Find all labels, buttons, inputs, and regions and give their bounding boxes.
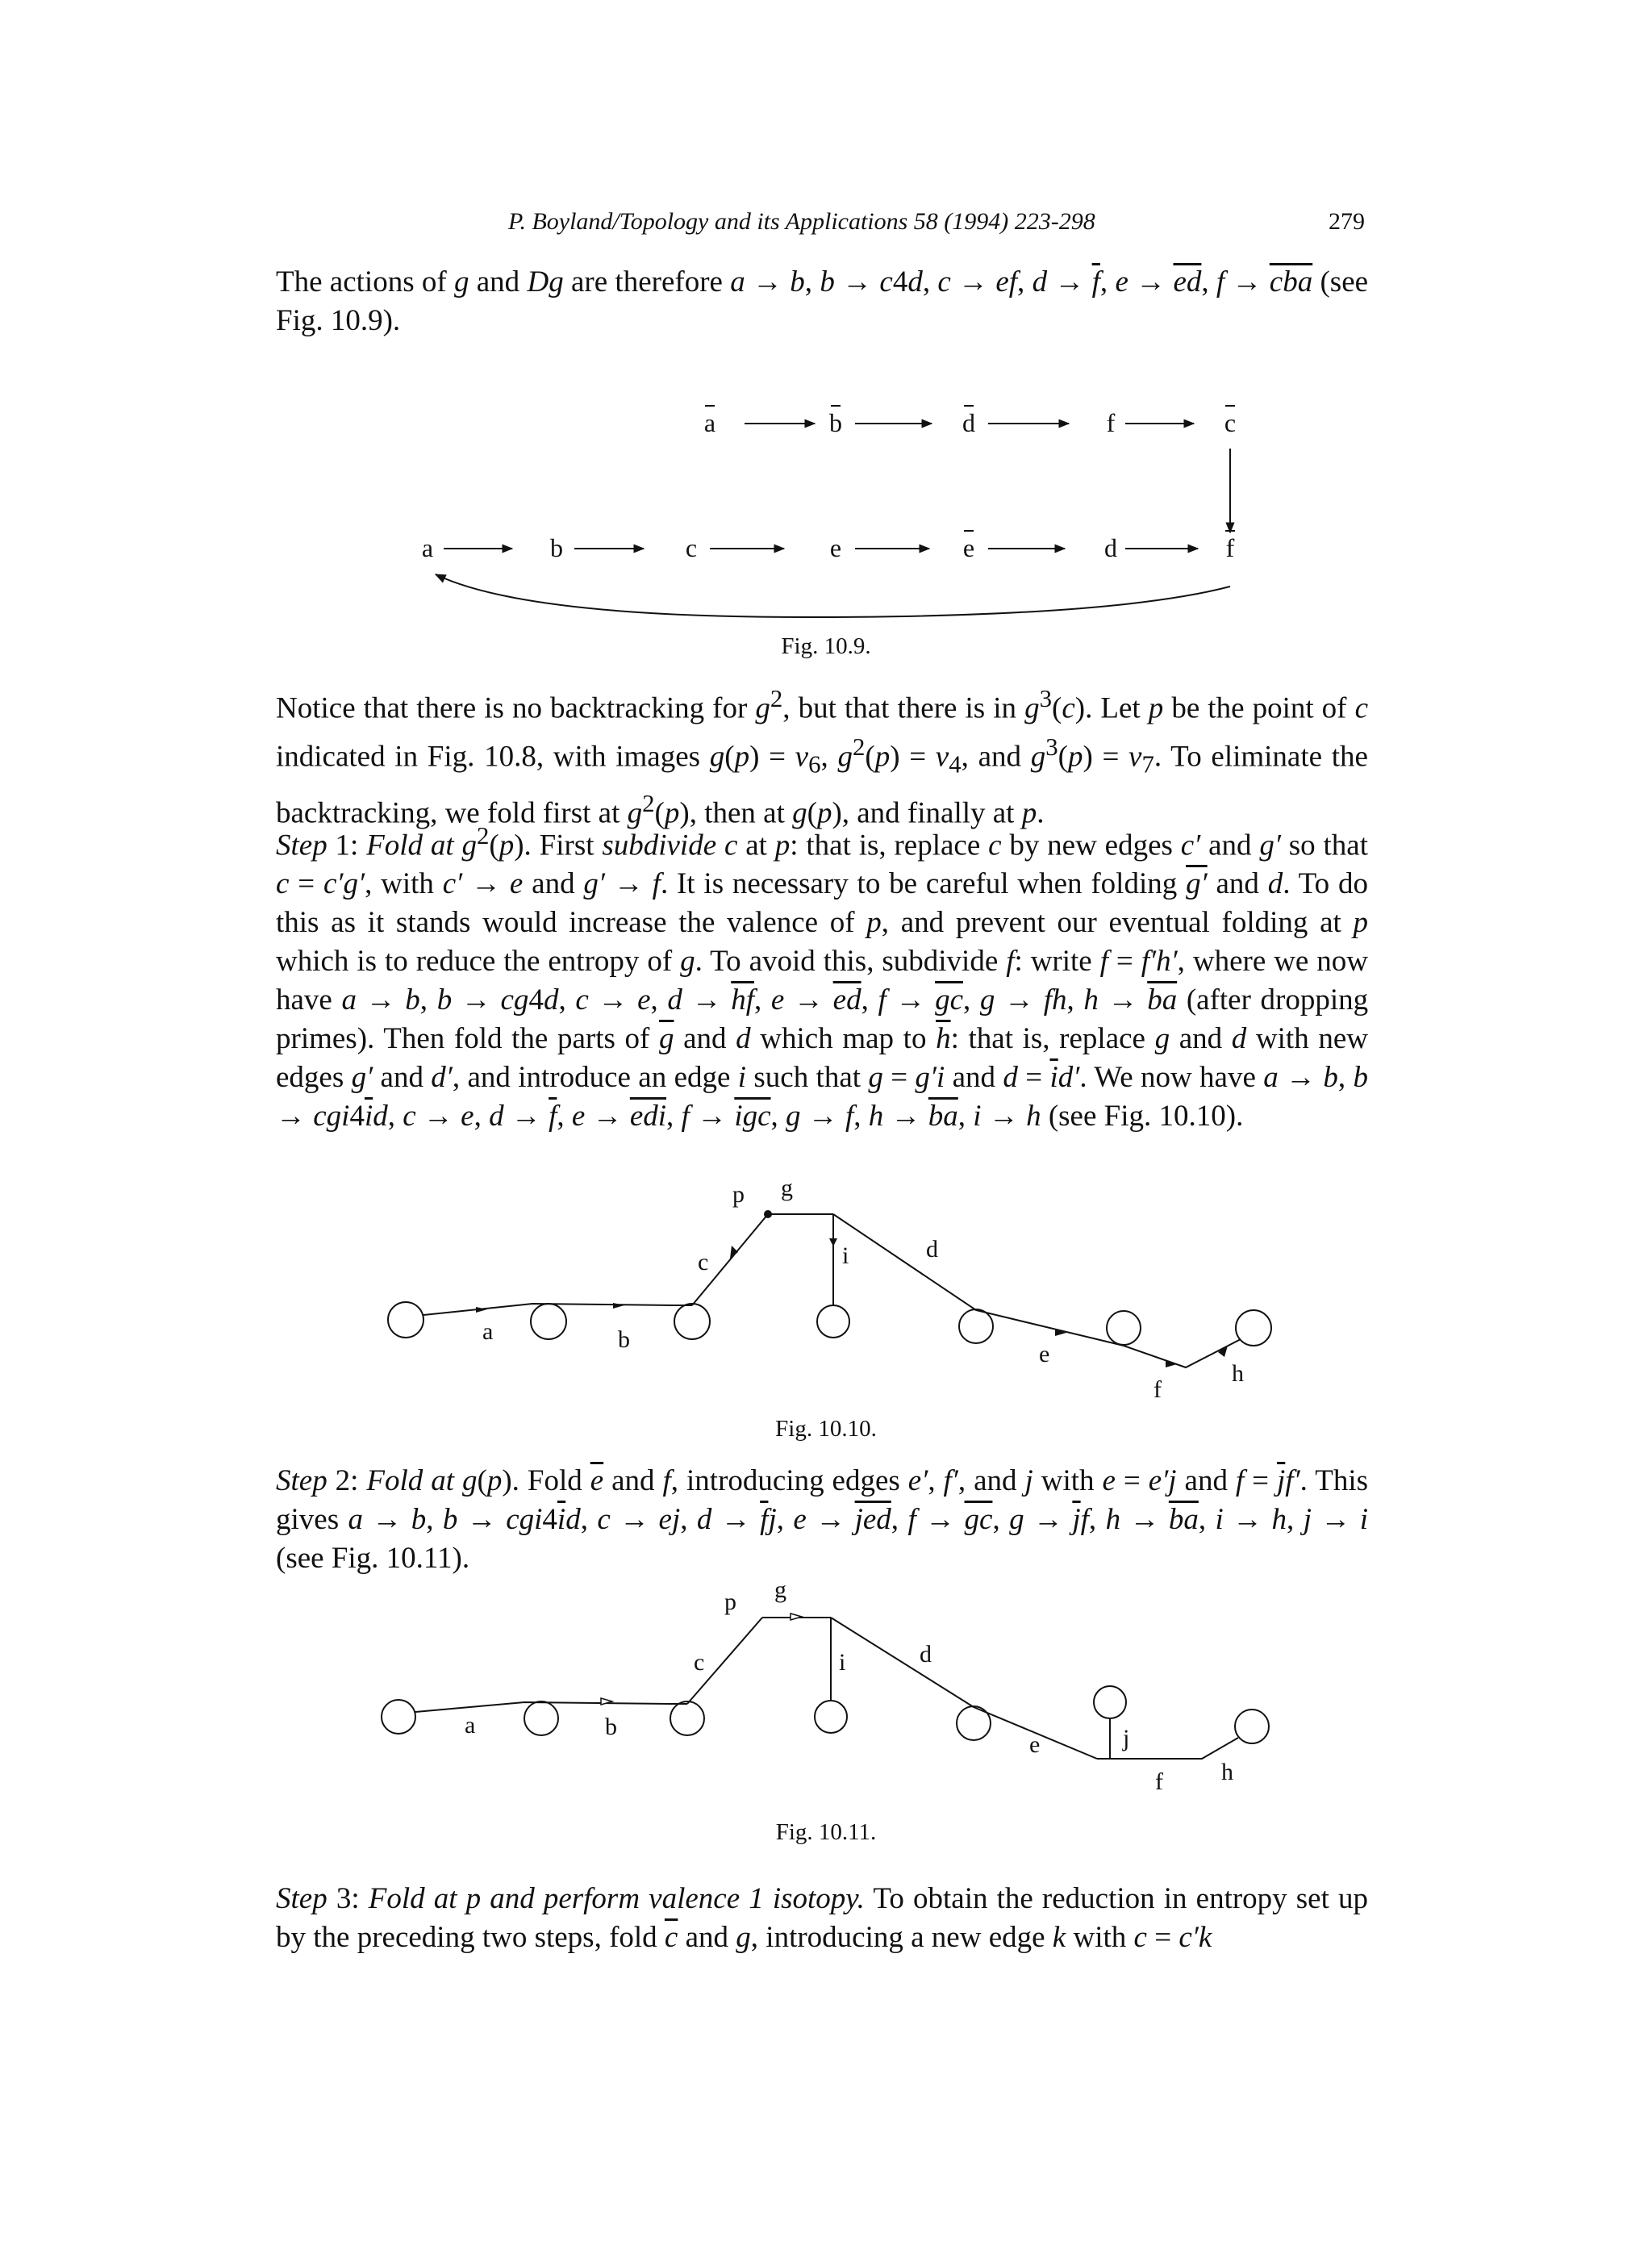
- figure-10-9: [0, 387, 1652, 662]
- figure-10-10-diagram: [0, 1175, 1652, 1404]
- label-g: g: [781, 1175, 793, 1201]
- fig109-bottom-node-3: c: [685, 533, 698, 562]
- label-b: b: [605, 1714, 617, 1740]
- page-number: 279: [1329, 208, 1365, 235]
- label-h: h: [1221, 1759, 1233, 1785]
- edge-d-e-f-h: [833, 1214, 1241, 1367]
- arrow-mark-g-open: [791, 1614, 802, 1620]
- vertex-left-end: [388, 1302, 423, 1338]
- label-a: a: [465, 1712, 476, 1739]
- vertex-d-e: [959, 1309, 993, 1343]
- paragraph-step-3: Step 3: Fold at p and perform valence 1 isotopy. To obtain the reduction in entropy set up by the preceding two steps, fold $\overline{c}$ and g, introducing a new edge k with c = c′k: [276, 1882, 1368, 1954]
- fig109-top-node-4: f: [1106, 408, 1116, 437]
- arrow-return-f-to-a: [436, 574, 1230, 617]
- edge-f-h: [1097, 1738, 1238, 1759]
- vertex-i-end: [817, 1305, 849, 1338]
- label-f: f: [1155, 1768, 1163, 1795]
- vertex-a-b: [524, 1701, 558, 1735]
- vertex-i-end: [815, 1701, 847, 1733]
- label-i: i: [839, 1649, 846, 1676]
- figure-10-10-caption: Fig. 10.10.: [775, 1416, 877, 1442]
- fig109-bottom-node-7: f: [1225, 533, 1235, 562]
- fig109-bottom-node-1: a: [421, 533, 434, 562]
- vertex-h-end: [1235, 1710, 1269, 1743]
- label-c: c: [698, 1249, 709, 1275]
- paragraph-notice: Notice that there is no backtracking for $g^2$, but that there is in $g^3(c)$. Let p be the point of c indicated in Fig. 10.8, with images $g(p) = v_6$, $g^2(p) = v_4$, and $g^3(p) = v_7$. To eliminate the backtracking, we fold first at $g^2(p)$, then at g(p), and finally at p.: [276, 685, 1369, 830]
- label-p: p: [732, 1181, 745, 1208]
- running-title: P. Boyland/Topology and its Applications 58 (1994) 223-298: [508, 208, 1095, 235]
- vertex-a-b: [531, 1304, 566, 1339]
- label-d: d: [926, 1236, 938, 1263]
- paragraph-step-2: Step 2: Fold at g(p). Fold $\overline{e}$ and f, introducing edges e′, f′, and j with e = e′j and $f = \overline{j}f'$. This gives a → b, $b \to cgi4\overline{i}d$, c → ej, $d \to \overline{f}j$, $e \to \overline{jed}$, $f \to \overline{gc}$, $g \to \overline{j}f$, $h \to \overline{ba}$, i → h, j → i (see Fig. 10.11).: [276, 1464, 1369, 1575]
- label-d: d: [920, 1641, 932, 1668]
- label-f: f: [1153, 1376, 1162, 1403]
- vertex-b-c: [674, 1304, 710, 1339]
- edge-j: [1097, 1718, 1110, 1759]
- paragraph-actions: The actions of g and Dg are therefore a → b, b → c4d, c → ef, $d \to \overline{f}$, $e \to \overline{ed}$, $f \to \overline{cba}$ (see Fig. 10.9).: [276, 265, 1369, 337]
- figure-10-11-diagram: [0, 1576, 1652, 1811]
- fig109-bottom-node-4: e: [829, 533, 842, 562]
- fig109-top-node-5: c: [1224, 408, 1237, 437]
- arrow-mark-i: [829, 1238, 837, 1246]
- vertex-e-f-upper: [1107, 1311, 1141, 1345]
- running-head: [274, 208, 1365, 240]
- vertex-h-end: [1236, 1310, 1271, 1346]
- label-b: b: [618, 1326, 630, 1353]
- paragraph-step-1: Step 1: Fold at $g^2(p)$. First subdivide c at p: that is, replace c by new edges c′ and g′ so that c = c′g′, with c′ → e and g′ → f. It is necessary to be careful when folding g′ and d. To do this as it stands would increase the valence of p, and prevent our eventual folding at p which is to reduce the entropy of g. To avoid this, subdivide f: write f = f′h′, where we now have a → b, b → cg4d, c → e, $d \to \overline{hf}$, $e \to \overline{ed}$, $f \to \overline{gc}$, g → fh, $h \to \overline{ba}$ (after dropping primes). Then fold the parts of $\overline{g}$ and d which map to $\overline{h}$: that is, replace g and d with new edges g′ and d′, and introduce an edge i such that g = g′i and $d = \overline{i}d'$. We now have a → b, $b \to cgi4\overline{i}d$, c → e, $d \to \overline{f}$, $e \to \overline{edi}$, $f \to \overline{igc}$, g → f, $h \to \overline{ba}$, i → h (see Fig. 10.10).: [276, 822, 1369, 1133]
- fig109-bottom-node-2: b: [550, 533, 563, 562]
- fig109-top-node-1: a: [703, 408, 716, 437]
- vertex-b-c: [670, 1701, 704, 1735]
- figure-10-10: [0, 1175, 1652, 1404]
- label-j: j: [1123, 1725, 1130, 1751]
- fig109-bottom-node-5: e: [962, 533, 975, 562]
- figure-10-11: [0, 1576, 1652, 1811]
- point-p: [764, 1210, 772, 1218]
- label-c: c: [694, 1649, 705, 1676]
- fig109-top-node-2: b: [829, 408, 842, 437]
- label-g: g: [774, 1576, 786, 1603]
- figure-10-9-diagram: [0, 387, 1652, 662]
- edge-a-b: [415, 1702, 687, 1712]
- label-p: p: [724, 1588, 736, 1615]
- arrow-mark-c: [730, 1246, 738, 1259]
- label-i: i: [842, 1242, 849, 1269]
- label-a: a: [482, 1318, 494, 1345]
- fig109-bottom-node-6: d: [1104, 533, 1117, 562]
- arrow-mark-b: [613, 1303, 624, 1309]
- figure-10-9-caption: Fig. 10.9.: [781, 633, 871, 659]
- arrow-mark-h: [1218, 1346, 1228, 1357]
- vertex-left-end: [382, 1700, 415, 1734]
- vertex-j-end: [1094, 1686, 1126, 1718]
- label-e: e: [1039, 1341, 1050, 1367]
- label-h: h: [1232, 1360, 1244, 1387]
- fig109-top-node-3: d: [962, 408, 975, 437]
- label-e: e: [1029, 1731, 1041, 1758]
- figure-10-11-caption: Fig. 10.11.: [775, 1819, 877, 1845]
